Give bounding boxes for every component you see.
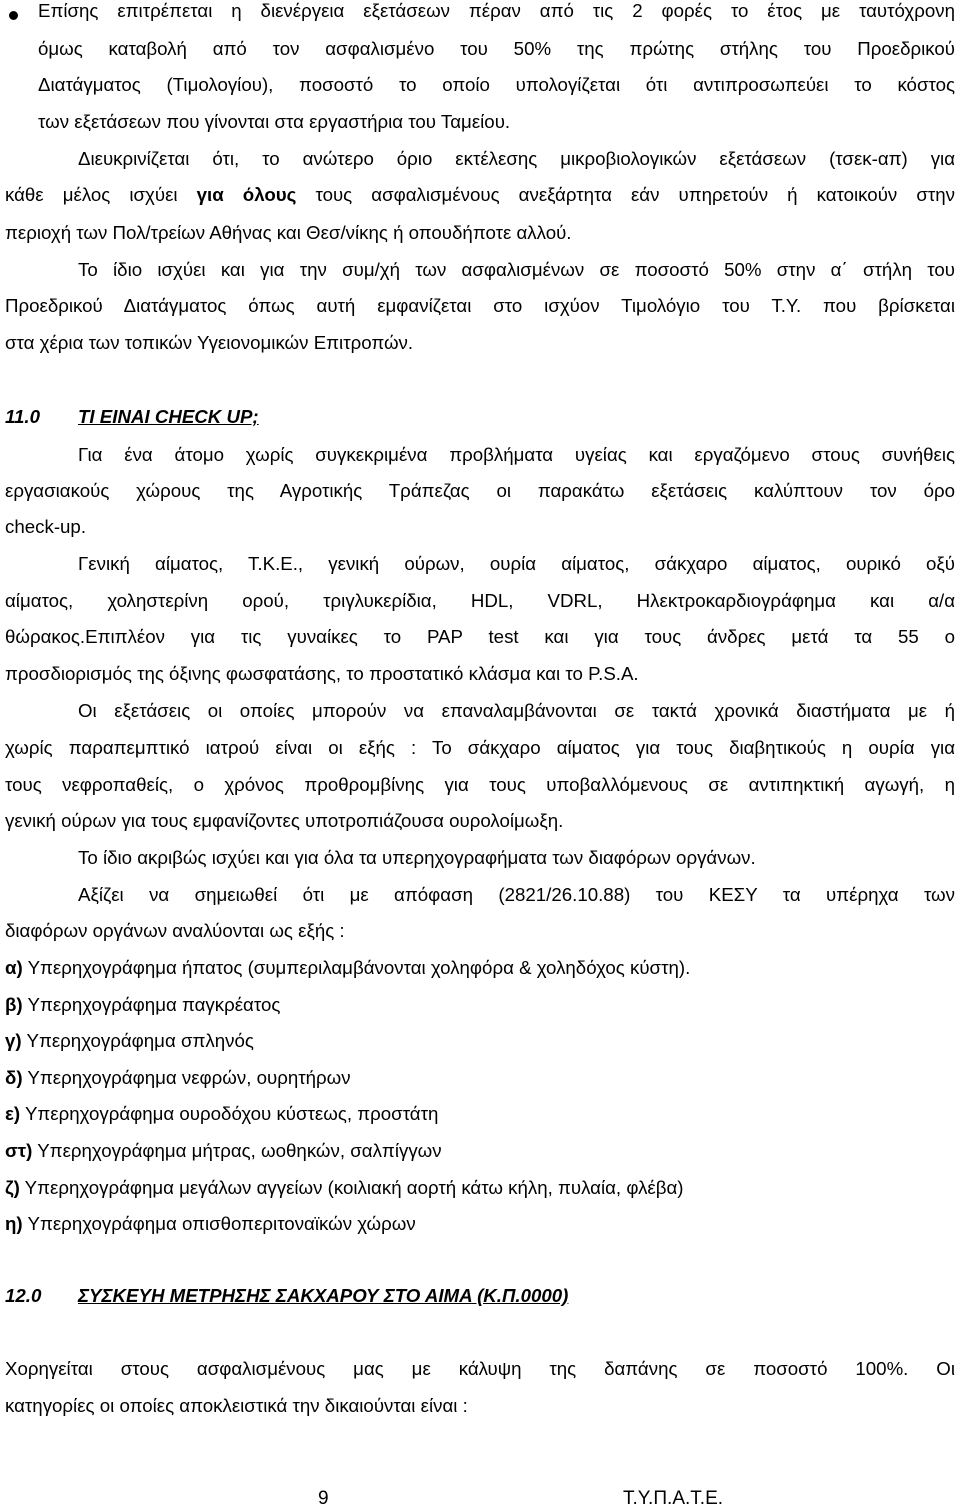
list-item bbox=[5, 1032, 254, 1051]
text-line: Αξίζει να σημειωθεί ότι με απόφαση (2821/26.10.88) του ΚΕΣΥ τα υπέρηχα των bbox=[78, 884, 955, 905]
list-item bbox=[5, 1142, 442, 1161]
text-line: διαφόρων οργάνων αναλύονται ως εξής : bbox=[5, 920, 345, 941]
list-label: ε) bbox=[5, 1103, 21, 1124]
text-line: προσδιορισμός της όξινης φωσφατάσης, το προστατικό κλάσμα και το P.S.A. bbox=[5, 663, 639, 684]
list-text: Υπερηχογράφημα οπισθοπεριτοναϊκών χώρων bbox=[22, 1213, 416, 1234]
list-item bbox=[5, 1105, 438, 1124]
text-line: περιοχή των Πολ/τρείων Αθήνας και Θεσ/νίκης ή οπουδήποτε αλλού. bbox=[5, 222, 572, 243]
text-line: Προεδρικού Διατάγματος όπως αυτή εμφανίζεται στο ισχύον Τιμολόγιο του Τ.Υ. που βρίσκεται bbox=[5, 295, 955, 316]
section-number: 11.0 bbox=[5, 406, 40, 427]
list-label: α) bbox=[5, 957, 23, 978]
text-line: Για ένα άτομο χωρίς συγκεκριμένα προβλήματα υγείας και εργαζόμενο στους συνήθεις bbox=[78, 444, 955, 465]
list-item bbox=[5, 996, 280, 1015]
list-item bbox=[5, 959, 690, 978]
text-line: check-up. bbox=[5, 516, 87, 537]
text-line: Γενική αίματος, Τ.Κ.Ε., γενική ούρων, ουρία αίματος, σάκχαρο αίματος, ουρικό οξύ bbox=[78, 553, 955, 574]
text-line: αίματος, χοληστερίνη ορού, τριγλυκερίδια, HDL, VDRL, Ηλεκτροκαρδιογράφημα και α/α bbox=[5, 590, 955, 611]
list-text: Υπερηχογράφημα μεγάλων αγγείων (κοιλιακή αορτή κάτω κήλη, πυλαία, φλέβα) bbox=[19, 1177, 684, 1198]
list-label: η) bbox=[5, 1213, 23, 1234]
list-label: δ) bbox=[5, 1067, 23, 1088]
list-item bbox=[5, 1069, 351, 1088]
section-title: ΤΙ ΕΙΝΑΙ CHECK UP; bbox=[78, 406, 259, 427]
text-line: γενική ούρων για τους εμφανίζοντες υποτροπιάζουσα ουρολοίμωξη. bbox=[5, 810, 564, 831]
list-text: Υπερηχογράφημα σπληνός bbox=[21, 1030, 254, 1051]
text-line: Διευκρινίζεται ότι, το ανώτερο όριο εκτέλεσης μικροβιολογικών εξετάσεων (τσεκ-απ) για bbox=[78, 148, 955, 169]
list-text: Υπερηχογράφημα παγκρέατος bbox=[22, 994, 281, 1015]
text-line: θώρακος.Επιπλέον για τις γυναίκες το PAP test και για τους άνδρες μετά τα 55 ο bbox=[5, 626, 955, 647]
section-number: 12.0 bbox=[5, 1285, 42, 1306]
text-line: χωρίς παραπεμπτικό ιατρού είναι οι εξής : Το σάκχαρο αίματος για τους διαβητικούς η ουρία για bbox=[5, 737, 955, 758]
list-text: Υπερηχογράφημα ουροδόχου κύστεως, προστάτη bbox=[20, 1103, 439, 1124]
text-line: Οι εξετάσεις οι οποίες μπορούν να επαναλαμβάνονται σε τακτά χρονικά διαστήματα με ή bbox=[78, 700, 955, 721]
text-span: κάθε μέλος ισχύει bbox=[5, 184, 197, 205]
text-line: των εξετάσεων που γίνονται στα εργαστήρια του Ταμείου. bbox=[38, 111, 511, 132]
text-line bbox=[5, 186, 955, 205]
footer-org: Τ.Υ.Π.Α.Τ.Ε. bbox=[623, 1488, 724, 1509]
text-line: στα χέρια των τοπικών Υγειονομικών Επιτροπών. bbox=[5, 332, 414, 353]
text-span: τους ασφαλισμένους ανεξάρτητα εάν υπηρετούν ή κατοικούν στην bbox=[296, 184, 955, 205]
ultrasound-note: Το ίδιο ακριβώς ισχύει και για όλα τα υπερηχογραφήματα των διαφόρων οργάνων. bbox=[78, 847, 756, 868]
text-line: κατηγορίες οι οποίες αποκλειστικά την δικαιούνται είναι : bbox=[5, 1395, 468, 1416]
list-item bbox=[5, 1179, 684, 1198]
list-label: στ) bbox=[5, 1140, 33, 1161]
text-line: Το ίδιο ισχύει και για την συμ/χή των ασφαλισμένων σε ποσοστό 50% στην α΄ στήλη του bbox=[78, 259, 955, 280]
list-item bbox=[5, 1215, 416, 1234]
list-label: β) bbox=[5, 994, 23, 1015]
list-text: Υπερηχογράφημα μήτρας, ωοθηκών, σαλπίγγων bbox=[32, 1140, 442, 1161]
bullet-icon bbox=[9, 11, 18, 20]
text-line: Χορηγείται στους ασφαλισμένους μας με κάλυψη της δαπάνης σε ποσοστό 100%. Οι bbox=[5, 1358, 955, 1379]
text-line: Διατάγματος (Τιμολογίου), ποσοστό το οποίο υπολογίζεται ότι αντιπροσωπεύει το κόστος bbox=[38, 74, 955, 95]
list-label: ζ) bbox=[5, 1177, 20, 1198]
text-line: εργασιακούς χώρους της Αγροτικής Τράπεζας οι παρακάτω εξετάσεις καλύπτουν τον όρο bbox=[5, 480, 955, 501]
text-line: όμως καταβολή από τον ασφαλισμένο του 50% της πρώτης στήλης του Προεδρικού bbox=[38, 38, 955, 59]
text-line: Επίσης επιτρέπεται η διενέργεια εξετάσεων πέραν από τις 2 φορές το έτος με ταυτόχρονη bbox=[38, 0, 955, 21]
list-text: Υπερηχογράφημα νεφρών, ουρητήρων bbox=[22, 1067, 351, 1088]
list-text: Υπερηχογράφημα ήπατος (συμπεριλαμβάνονται χοληφόρα & χοληδόχος κύστη). bbox=[22, 957, 691, 978]
page-number: 9 bbox=[318, 1488, 329, 1509]
section-title: ΣΥΣΚΕΥΗ ΜΕΤΡΗΣΗΣ ΣΑΚΧΑΡΟΥ ΣΤΟ ΑΙΜΑ (Κ.Π.0000) bbox=[78, 1285, 569, 1306]
list-label: γ) bbox=[5, 1030, 22, 1051]
text-line: τους νεφροπαθείς, ο χρόνος προθρομβίνης για τους υποβαλλόμενους σε αντιπηκτική αγωγή, η bbox=[5, 774, 955, 795]
emphasis-text: για όλους bbox=[196, 184, 297, 205]
